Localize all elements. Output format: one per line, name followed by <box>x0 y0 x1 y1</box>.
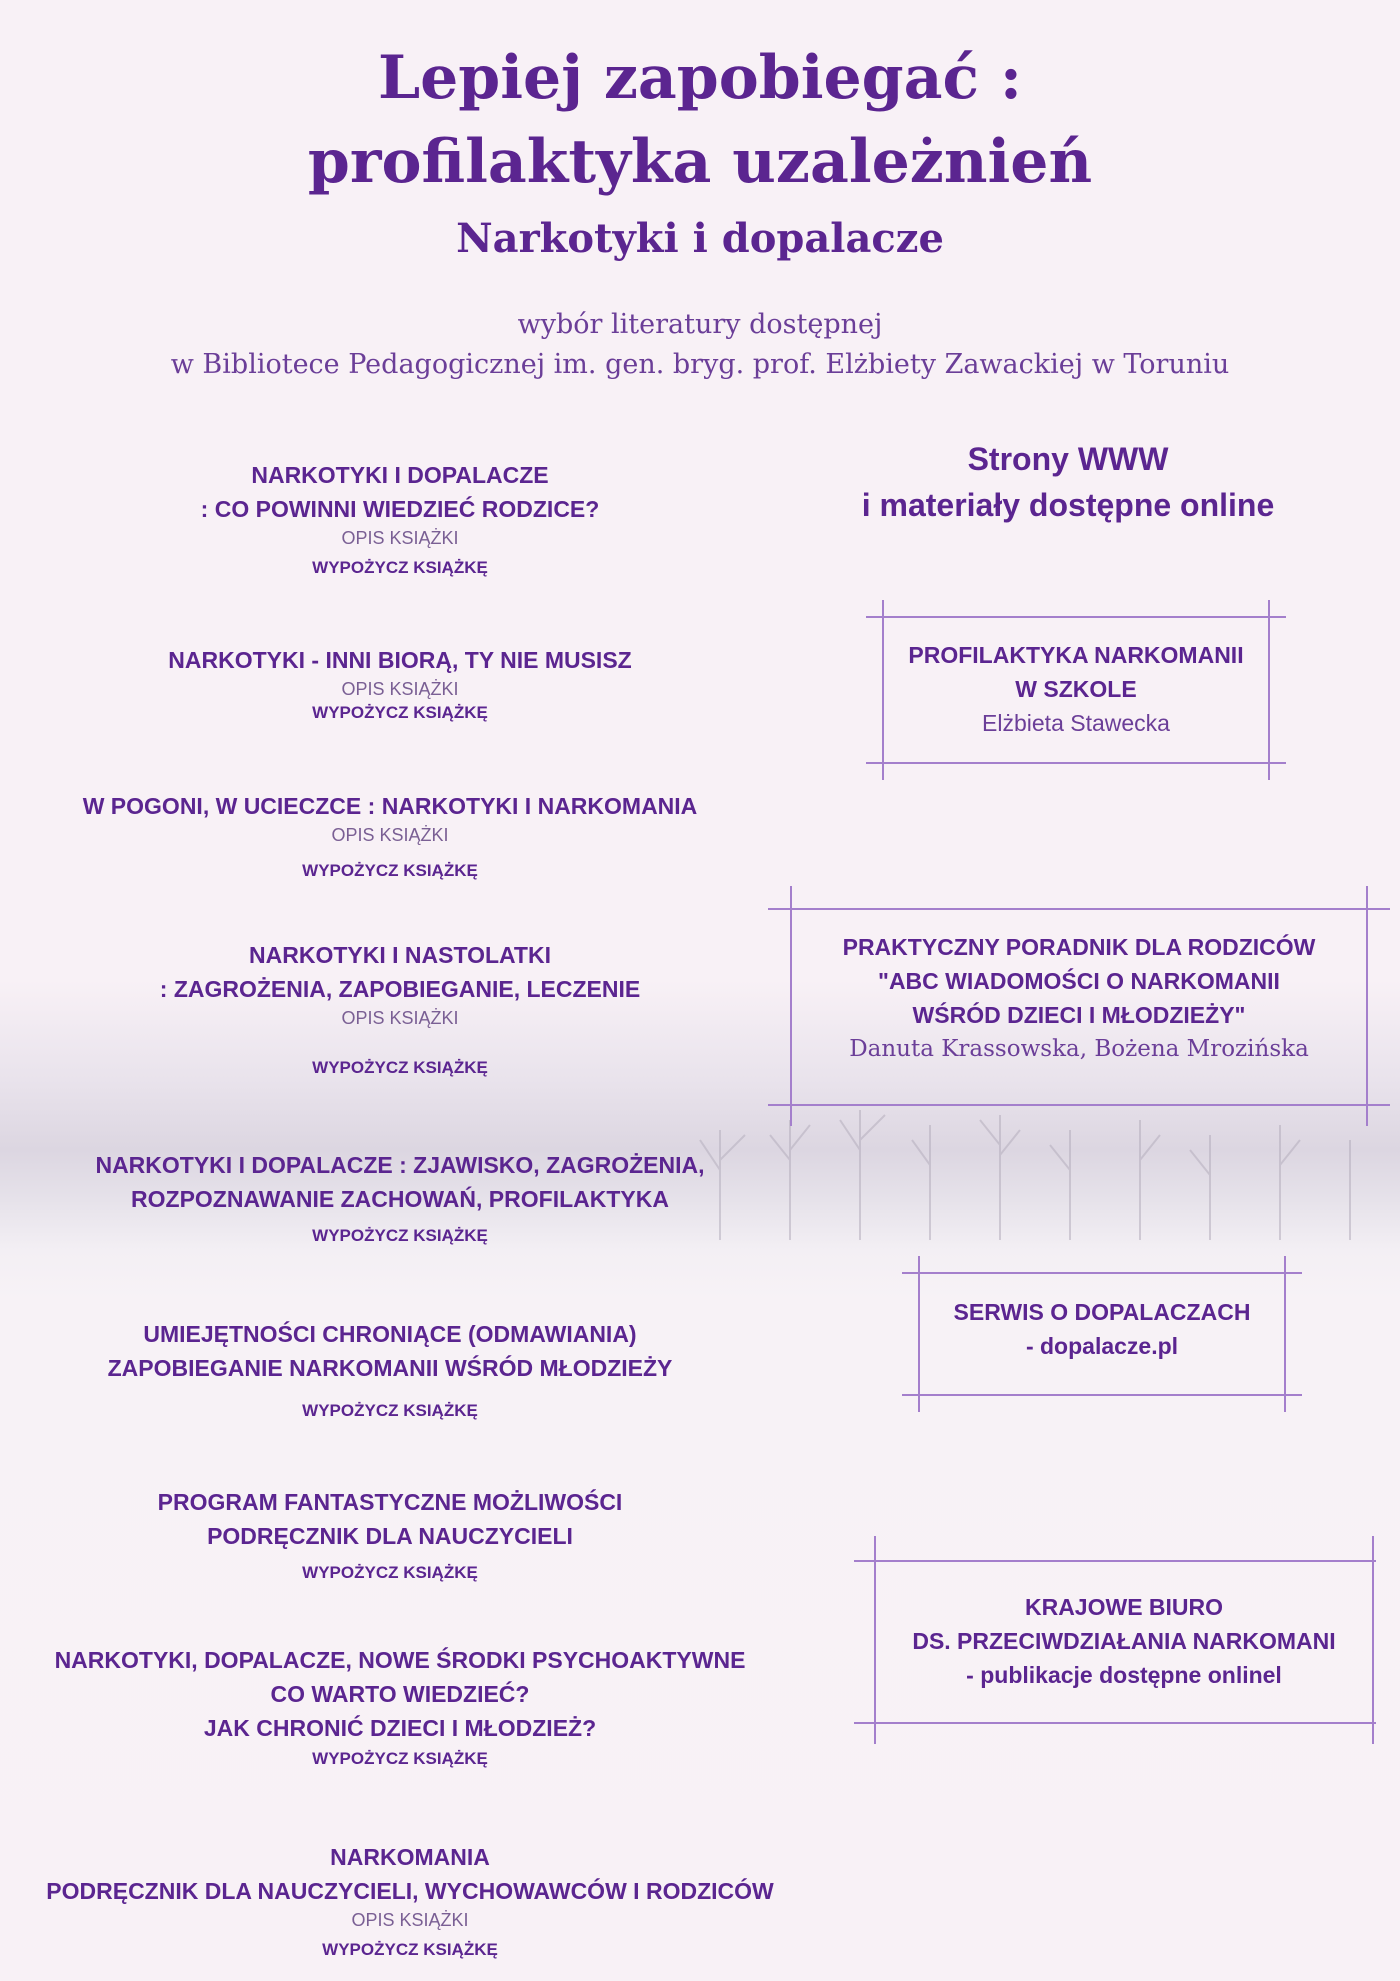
book-title[interactable]: NARKOTYKI I DOPALACZE : CO POWINNI WIEDZIEĆ RODZICE? <box>200 462 600 522</box>
book-title[interactable]: NARKOTYKI, DOPALACZE, NOWE ŚRODKI PSYCHOAKTYWNE CO WARTO WIEDZIEĆ? JAK CHRONIĆ DZIECI I MŁODZIEŻ? <box>54 1647 746 1741</box>
borrow-book-link[interactable]: WYPOŻYCZ KSIĄŻKĘ <box>302 861 478 880</box>
borrow-book-link[interactable]: WYPOŻYCZ KSIĄŻKĘ <box>312 1226 488 1245</box>
book-item <box>80 938 720 1080</box>
intro-line-1: wybór literatury dostępnej <box>517 309 883 340</box>
link-box-author: Danuta Krassowska, Bożena Mrozińska <box>849 1036 1309 1062</box>
book-item <box>30 1148 770 1248</box>
link-box-title: SERWIS O DOPALACZACH - dopalacze.pl <box>953 1299 1251 1359</box>
book-description-link[interactable]: OPIS KSIĄŻKI <box>351 1910 469 1930</box>
frame-line <box>1366 886 1368 1126</box>
book-item <box>40 1317 740 1423</box>
link-box-title: KRAJOWE BIURO DS. PRZECIWDZIAŁANIA NARKOMANI - publikacje dostępne onlinel <box>912 1594 1336 1688</box>
book-title[interactable]: NARKOTYKI I NASTOLATKI : ZAGROŻENIA, ZAPOBIEGANIE, LECZENIE <box>159 942 641 1002</box>
frame-line <box>768 908 1390 910</box>
frame-line <box>1284 1256 1286 1412</box>
www-section-heading: Strony WWW i materiały dostępne online <box>861 441 1275 523</box>
borrow-book-link[interactable]: WYPOŻYCZ KSIĄŻKĘ <box>312 558 488 577</box>
frame-line <box>854 1722 1376 1724</box>
frame-line <box>902 1272 1302 1274</box>
title-line-1: Lepiej zapobiegać : <box>377 43 1023 113</box>
frame-line <box>866 616 1286 618</box>
title-line-2: profilaktyka uzależnień <box>307 127 1093 197</box>
borrow-book-link[interactable]: WYPOŻYCZ KSIĄŻKĘ <box>312 1749 488 1768</box>
book-title[interactable]: W POGONI, W UCIECZCE : NARKOTYKI I NARKOMANIA <box>82 793 698 819</box>
frame-line <box>902 1394 1302 1396</box>
frame-line <box>854 1560 1376 1562</box>
book-item <box>80 643 720 725</box>
book-description-link[interactable]: OPIS KSIĄŻKI <box>341 528 459 548</box>
book-title[interactable]: PROGRAM FANTASTYCZNE MOŻLIWOŚCI PODRĘCZNIK DLA NAUCZYCIELI <box>157 1489 623 1549</box>
link-box-title: PRAKTYCZNY PORADNIK DLA RODZICÓW "ABC WIADOMOŚCI O NARKOMANII WŚRÓD DZIECI I MŁODZIEŻY" <box>842 934 1316 1028</box>
frame-line <box>866 762 1286 764</box>
link-box[interactable] <box>876 1590 1372 1692</box>
frame-line <box>768 1104 1390 1106</box>
borrow-book-link[interactable]: WYPOŻYCZ KSIĄŻKĘ <box>312 1058 488 1077</box>
frame-line <box>1372 1536 1374 1744</box>
book-description-link[interactable]: OPIS KSIĄŻKI <box>341 679 459 699</box>
link-box-title: PROFILAKTYKA NARKOMANII W SZKOLE <box>908 642 1244 702</box>
page-subtitle: Narkotyki i dopalacze <box>456 215 944 262</box>
borrow-book-link[interactable]: WYPOŻYCZ KSIĄŻKĘ <box>302 1401 478 1420</box>
page-title <box>0 36 1400 204</box>
link-box[interactable] <box>792 930 1366 1066</box>
book-description-link[interactable]: OPIS KSIĄŻKI <box>331 825 449 845</box>
book-description-link[interactable]: OPIS KSIĄŻKI <box>341 1008 459 1028</box>
book-title[interactable]: NARKOMANIA PODRĘCZNIK DLA NAUCZYCIELI, WYCHOWAWCÓW I RODZICÓW <box>46 1844 774 1904</box>
intro-text <box>0 305 1400 385</box>
book-title[interactable]: UMIEJĘTNOŚCI CHRONIĄCE (ODMAWIANIA) ZAPOBIEGANIE NARKOMANII WŚRÓD MŁODZIEŻY <box>107 1321 673 1381</box>
borrow-book-link[interactable]: WYPOŻYCZ KSIĄŻKĘ <box>312 703 488 722</box>
book-item <box>60 1485 720 1585</box>
book-item <box>0 1840 820 1962</box>
book-item <box>10 1643 790 1771</box>
intro-line-2: w Bibliotece Pedagogicznej im. gen. bryg. prof. Elżbiety Zawackiej w Toruniu <box>170 349 1230 380</box>
book-title[interactable]: NARKOTYKI - INNI BIORĄ, TY NIE MUSISZ <box>168 647 632 673</box>
book-title[interactable]: NARKOTYKI I DOPALACZE : ZJAWISKO, ZAGROŻENIA, ROZPOZNAWANIE ZACHOWAŃ, PROFILAKTYKA <box>95 1152 705 1212</box>
borrow-book-link[interactable]: WYPOŻYCZ KSIĄŻKĘ <box>322 1940 498 1959</box>
frame-line <box>1268 600 1270 780</box>
link-box[interactable] <box>920 1295 1284 1363</box>
book-item <box>40 789 740 883</box>
book-item <box>80 458 720 580</box>
link-box-author: Elżbieta Stawecka <box>982 710 1170 736</box>
borrow-book-link[interactable]: WYPOŻYCZ KSIĄŻKĘ <box>302 1563 478 1582</box>
link-box[interactable] <box>884 638 1268 740</box>
